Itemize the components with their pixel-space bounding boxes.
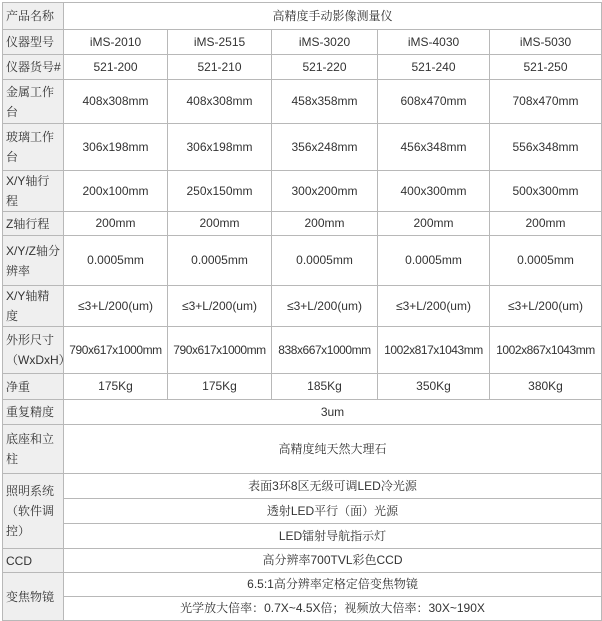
lighting-item: 表面3环8区无级可调LED冷光源 — [64, 474, 602, 499]
label-xy-travel: X/Y轴行程 — [3, 171, 64, 212]
z-travel-cell: 200mm — [64, 212, 168, 236]
glass-stage-cell: 356x248mm — [272, 124, 378, 171]
row-base — [3, 425, 602, 474]
label-resolution: X/Y/Z轴分辨率 — [3, 236, 64, 286]
glass-stage-cell: 306x198mm — [168, 124, 272, 171]
xy-travel-cell: 200x100mm — [64, 171, 168, 212]
lighting-item: LED镭射导航指示灯 — [64, 524, 602, 549]
xy-travel-cell: 500x300mm — [490, 171, 602, 212]
row-lighting-2 — [3, 499, 602, 524]
row-dimensions — [3, 327, 602, 374]
part-no-cell: 521-220 — [272, 55, 378, 80]
label-dimensions: 外形尺寸（WxDxH） — [3, 327, 64, 374]
label-accuracy: X/Y轴精度 — [3, 286, 64, 327]
part-no-cell: 521-250 — [490, 55, 602, 80]
accuracy-cell: ≤3+L/200(um) — [378, 286, 490, 327]
row-model — [3, 30, 602, 55]
xy-travel-cell: 250x150mm — [168, 171, 272, 212]
accuracy-cell: ≤3+L/200(um) — [490, 286, 602, 327]
value-base: 高精度纯天然大理石 — [64, 425, 602, 474]
label-lighting: 照明系统（软件调控） — [3, 474, 64, 549]
row-part-no — [3, 55, 602, 80]
part-no-cell: 521-210 — [168, 55, 272, 80]
part-no-cell: 521-240 — [378, 55, 490, 80]
row-repeatability — [3, 400, 602, 425]
row-zoom-lens-2 — [3, 597, 602, 621]
row-z-travel — [3, 212, 602, 236]
label-ccd: CCD — [3, 549, 64, 573]
label-net-weight: 净重 — [3, 374, 64, 400]
dimensions-cell: 838x667x1000mm — [272, 327, 378, 374]
part-no-cell: 521-200 — [64, 55, 168, 80]
label-metal-stage: 金属工作台 — [3, 80, 64, 124]
label-base: 底座和立柱 — [3, 425, 64, 474]
model-cell: iMS-2515 — [168, 30, 272, 55]
net-weight-cell: 175Kg — [168, 374, 272, 400]
value-repeatability: 3um — [64, 400, 602, 425]
metal-stage-cell: 608x470mm — [378, 80, 490, 124]
model-cell: iMS-4030 — [378, 30, 490, 55]
glass-stage-cell: 556x348mm — [490, 124, 602, 171]
row-metal-stage — [3, 80, 602, 124]
resolution-cell: 0.0005mm — [168, 236, 272, 286]
label-model: 仪器型号 — [3, 30, 64, 55]
label-zoom-lens: 变焦物镜 — [3, 573, 64, 621]
label-repeatability: 重复精度 — [3, 400, 64, 425]
value-ccd: 高分辨率700TVL彩色CCD — [64, 549, 602, 573]
accuracy-cell: ≤3+L/200(um) — [272, 286, 378, 327]
spec-table — [2, 2, 602, 621]
label-part-no: 仪器货号# — [3, 55, 64, 80]
metal-stage-cell: 708x470mm — [490, 80, 602, 124]
xy-travel-cell: 400x300mm — [378, 171, 490, 212]
zoom-lens-item: 光学放大倍率：0.7X~4.5X倍；视频放大倍率：30X~190X — [64, 597, 602, 621]
net-weight-cell: 175Kg — [64, 374, 168, 400]
dimensions-cell: 790x617x1000mm — [64, 327, 168, 374]
z-travel-cell: 200mm — [272, 212, 378, 236]
z-travel-cell: 200mm — [168, 212, 272, 236]
label-glass-stage: 玻璃工作台 — [3, 124, 64, 171]
net-weight-cell: 380Kg — [490, 374, 602, 400]
row-net-weight — [3, 374, 602, 400]
row-lighting-3 — [3, 524, 602, 549]
metal-stage-cell: 408x308mm — [64, 80, 168, 124]
lighting-item: 透射LED平行（面）光源 — [64, 499, 602, 524]
model-cell: iMS-5030 — [490, 30, 602, 55]
dimensions-cell: 1002x817x1043mm — [378, 327, 490, 374]
metal-stage-cell: 408x308mm — [168, 80, 272, 124]
row-glass-stage — [3, 124, 602, 171]
xy-travel-cell: 300x200mm — [272, 171, 378, 212]
z-travel-cell: 200mm — [490, 212, 602, 236]
row-xy-travel — [3, 171, 602, 212]
resolution-cell: 0.0005mm — [490, 236, 602, 286]
zoom-lens-item: 6.5:1高分辨率定格定倍变焦物镜 — [64, 573, 602, 597]
accuracy-cell: ≤3+L/200(um) — [64, 286, 168, 327]
z-travel-cell: 200mm — [378, 212, 490, 236]
dimensions-cell: 790x617x1000mm — [168, 327, 272, 374]
resolution-cell: 0.0005mm — [272, 236, 378, 286]
label-product-name: 产品名称 — [3, 3, 64, 30]
net-weight-cell: 185Kg — [272, 374, 378, 400]
row-zoom-lens-1 — [3, 573, 602, 597]
row-lighting-1 — [3, 474, 602, 499]
net-weight-cell: 350Kg — [378, 374, 490, 400]
row-ccd — [3, 549, 602, 573]
value-product-name: 高精度手动影像测量仪 — [64, 3, 602, 30]
glass-stage-cell: 306x198mm — [64, 124, 168, 171]
row-accuracy — [3, 286, 602, 327]
row-resolution — [3, 236, 602, 286]
row-product-name — [3, 3, 602, 30]
model-cell: iMS-3020 — [272, 30, 378, 55]
model-cell: iMS-2010 — [64, 30, 168, 55]
glass-stage-cell: 456x348mm — [378, 124, 490, 171]
dimensions-cell: 1002x867x1043mm — [490, 327, 602, 374]
resolution-cell: 0.0005mm — [64, 236, 168, 286]
label-z-travel: Z轴行程 — [3, 212, 64, 236]
accuracy-cell: ≤3+L/200(um) — [168, 286, 272, 327]
metal-stage-cell: 458x358mm — [272, 80, 378, 124]
resolution-cell: 0.0005mm — [378, 236, 490, 286]
